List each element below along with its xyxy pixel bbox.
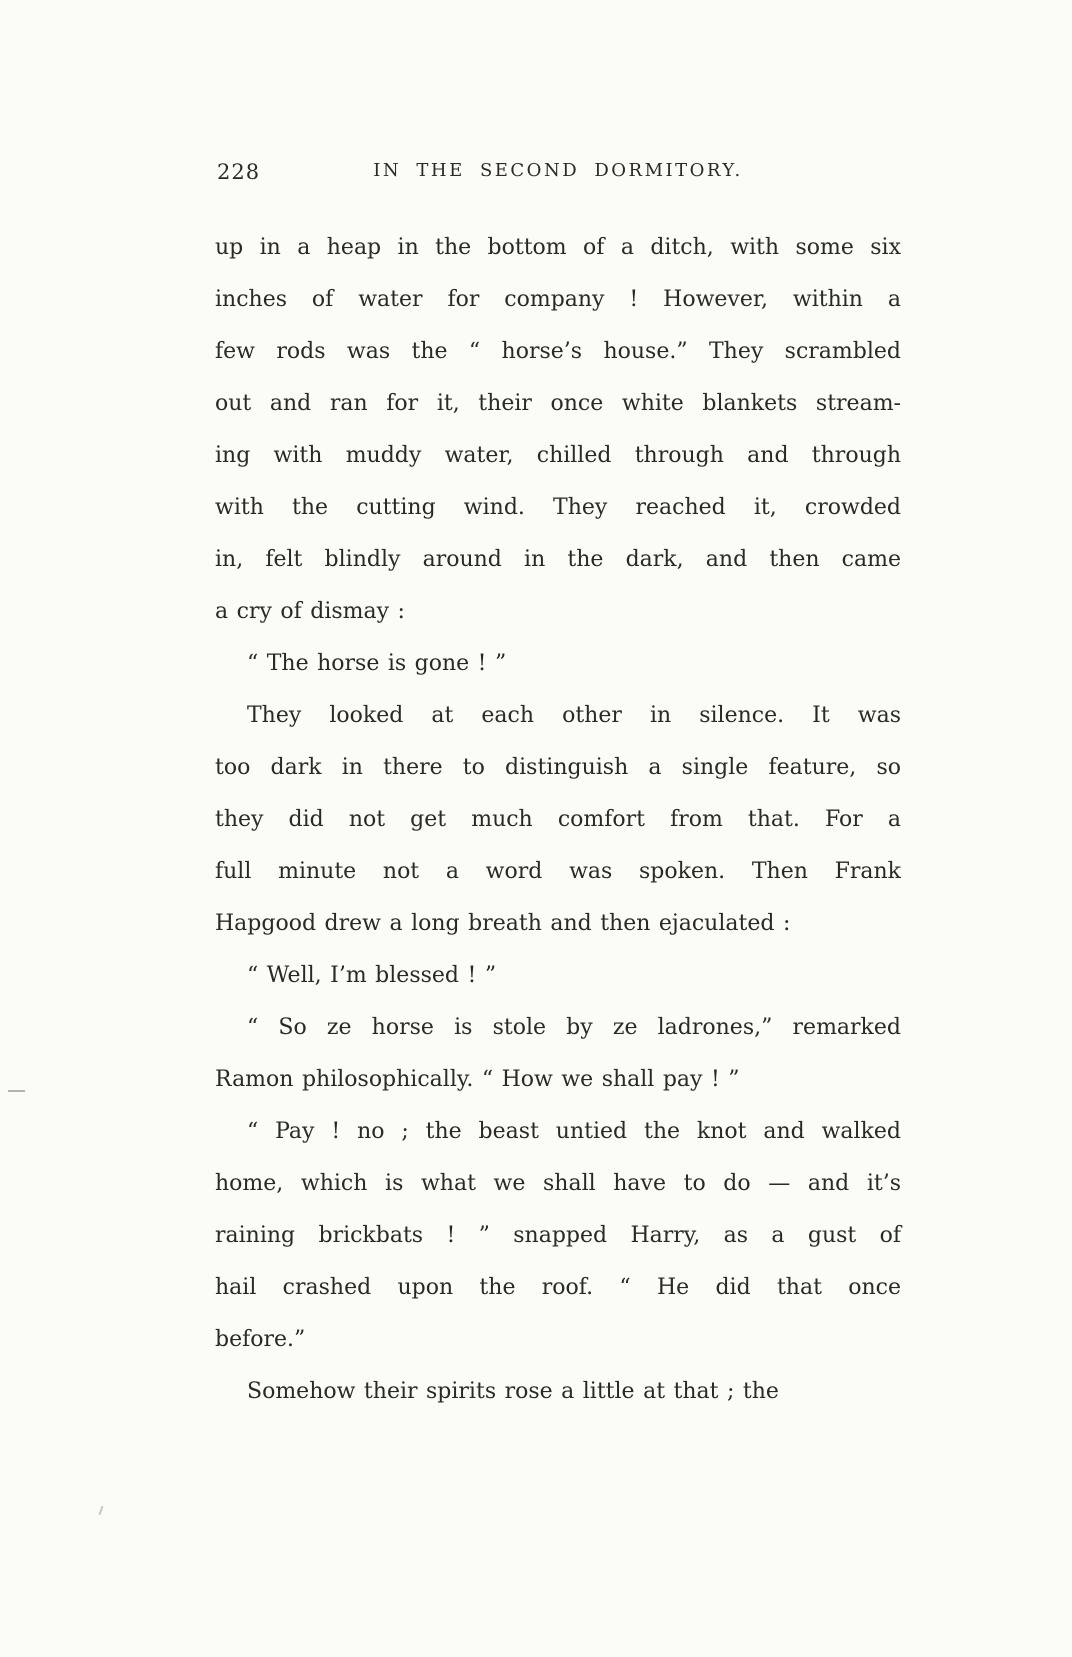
text-line: “ The horse is gone ! ” xyxy=(247,651,507,676)
page-body xyxy=(215,222,901,1418)
text-column xyxy=(215,160,901,1418)
text-line: inches of water for company ! However, within a xyxy=(215,287,901,312)
text-line: full minute not a word was spoken. Then Frank xyxy=(215,859,901,884)
text-line: “ Pay ! no ; the beast untied the knot and walked xyxy=(247,1119,901,1144)
text-line: Ramon philosophically. “ How we shall pay ! ” xyxy=(215,1067,740,1092)
text-line: ing with muddy water, chilled through and through xyxy=(215,443,901,468)
text-line: before.” xyxy=(215,1327,306,1352)
page-number: 228 xyxy=(217,160,261,184)
text-line: few rods was the “ horse’s house.” They scrambled xyxy=(215,339,901,364)
text-line: They looked at each other in silence. It was xyxy=(247,703,901,728)
scan-artifact xyxy=(99,1506,104,1515)
text-line: out and ran for it, their once white blankets stream- xyxy=(215,391,901,416)
text-line: up in a heap in the bottom of a ditch, with some six xyxy=(215,235,901,260)
page-header xyxy=(215,160,901,186)
running-title: IN THE SECOND DORMITORY. xyxy=(373,160,743,181)
text-line: “ So ze horse is stole by ze ladrones,” remarked xyxy=(247,1015,901,1040)
text-line: too dark in there to distinguish a single feature, so xyxy=(215,755,901,780)
text-line: Somehow their spirits rose a little at that ; the xyxy=(247,1379,779,1404)
text-line: they did not get much comfort from that. For a xyxy=(215,807,901,832)
text-line: hail crashed upon the roof. “ He did that once xyxy=(215,1275,901,1300)
text-line: Hapgood drew a long breath and then ejaculated : xyxy=(215,911,791,936)
text-line: in, felt blindly around in the dark, and then came xyxy=(215,547,901,572)
margin-pencil-mark xyxy=(8,1090,25,1092)
text-line: raining brickbats ! ” snapped Harry, as a gust of xyxy=(215,1223,901,1248)
text-line: with the cutting wind. They reached it, crowded xyxy=(215,495,901,520)
text-line: home, which is what we shall have to do — and it’s xyxy=(215,1171,901,1196)
text-line: a cry of dismay : xyxy=(215,599,405,624)
text-line: “ Well, I’m blessed ! ” xyxy=(247,963,497,988)
